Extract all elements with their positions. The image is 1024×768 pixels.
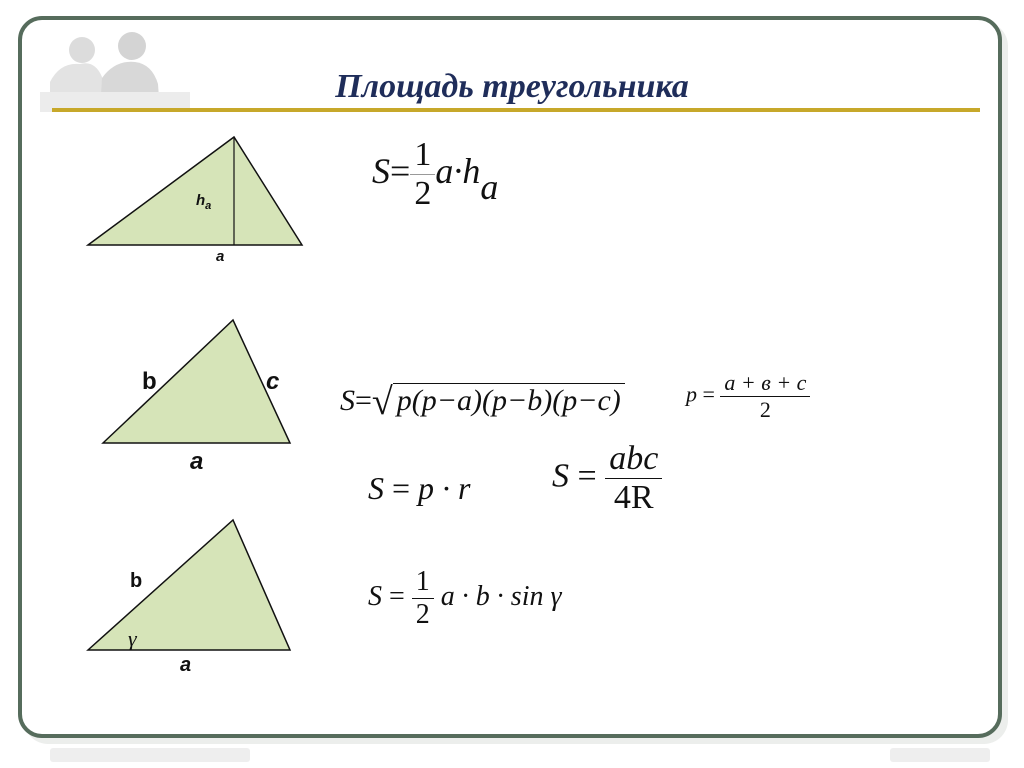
fig1-base-label: a [216, 248, 225, 265]
formula-circumradius: S = $\frac{\text{abc}}{4R}$ [552, 440, 662, 517]
fig3-angle-label: γ [128, 626, 137, 651]
fig3-side-b-label: b [130, 570, 143, 592]
triangle-2 [103, 320, 290, 443]
fig2-side-b-label: b [142, 368, 157, 395]
footer-strip-right [890, 748, 990, 762]
formula-area-height: S= $\frac{1}{2}$ a·ha [372, 136, 499, 212]
formula-semiperimeter: p = $\frac{a + в + c}{2}$ [686, 370, 810, 423]
fig3-side-a-label: a [180, 654, 192, 676]
slide-title: Площадь треугольника [335, 68, 689, 105]
footer-strip-left [50, 748, 250, 762]
fig2-side-c-label: c [266, 368, 280, 395]
triangle-3 [88, 520, 290, 650]
height-label: $h_a$ [196, 192, 212, 212]
formula-sine: S = $\frac{1}{2}$ a · b · sin γ [368, 566, 562, 630]
triangle-1 [88, 137, 302, 245]
formula-heron: S=√ p(p−a)(p−b)(p−c) [340, 376, 625, 420]
formula-inradius: S = p · r [368, 470, 471, 506]
fig2-side-a-label: a [190, 448, 204, 475]
